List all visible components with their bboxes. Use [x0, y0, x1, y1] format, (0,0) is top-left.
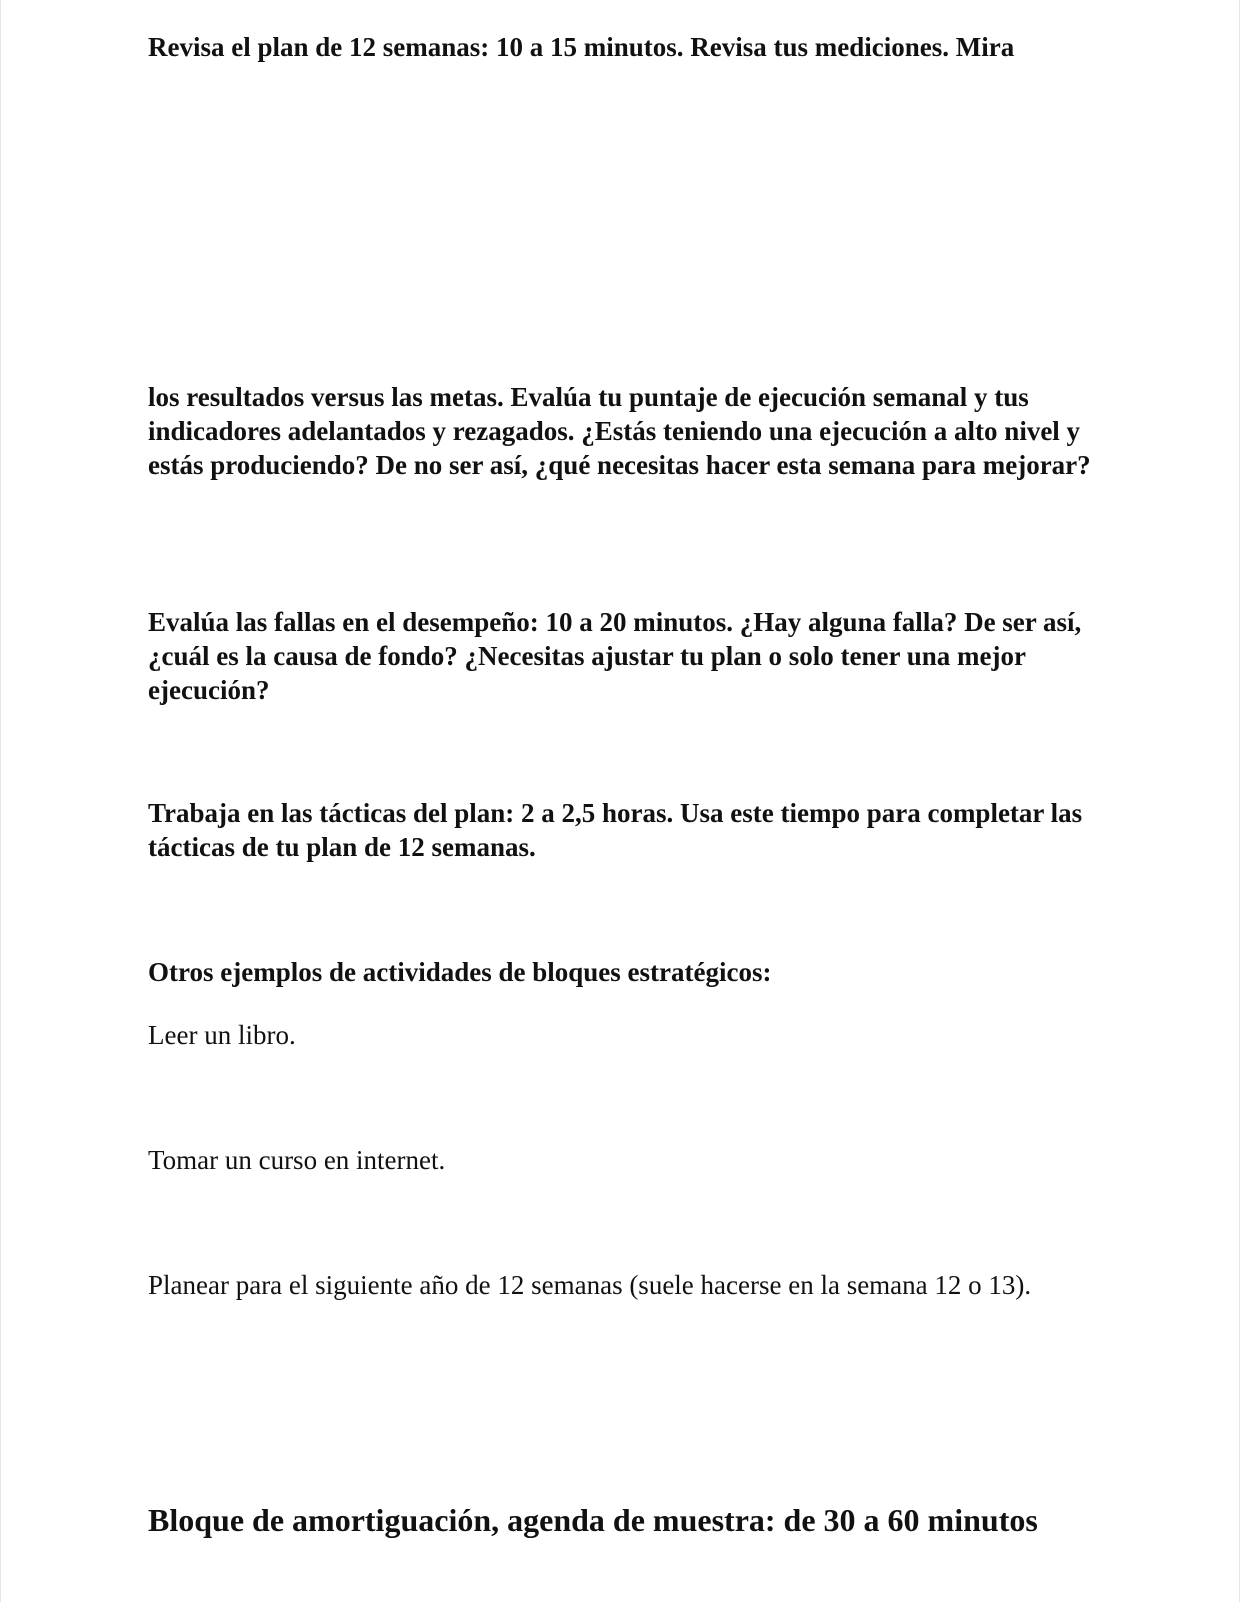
list-item-plan-next-year: Planear para el siguiente año de 12 semanas (suele hacerse en la semana 12 o 13).	[148, 1270, 1032, 1300]
paragraph-review-plan-first-line: Revisa el plan de 12 semanas: 10 a 15 minutos. Revisa tus mediciones. Mira	[148, 32, 1015, 62]
list-item-read-book: Leer un libro.	[148, 1020, 296, 1050]
paragraph-other-examples-intro: Otros ejemplos de actividades de bloques estratégicos:	[148, 957, 772, 987]
list-item-online-course: Tomar un curso en internet.	[148, 1145, 446, 1175]
paragraph-review-plan-continued: los resultados versus las metas. Evalúa tu puntaje de ejecución semanal y tus indicadores adelantados y rezagados. ¿Estás teniendo una ejecución a alto nivel y estás produciendo? De no ser así, ¿qué necesitas hacer esta semana para mejorar?	[148, 382, 1091, 480]
section-heading-buffer-block: Bloque de amortiguación, agenda de muestra: de 30 a 60 minutos	[148, 1502, 1038, 1538]
paragraph-plan-tactics: Trabaja en las tácticas del plan: 2 a 2,5 horas. Usa este tiempo para completar las tácticas de tu plan de 12 semanas.	[148, 798, 1083, 862]
paragraph-performance-failures: Evalúa las fallas en el desempeño: 10 a 20 minutos. ¿Hay alguna falla? De ser así, ¿cuál es la causa de fondo? ¿Necesitas ajustar tu plan o solo tener una mejor ejecución?	[148, 607, 1082, 705]
